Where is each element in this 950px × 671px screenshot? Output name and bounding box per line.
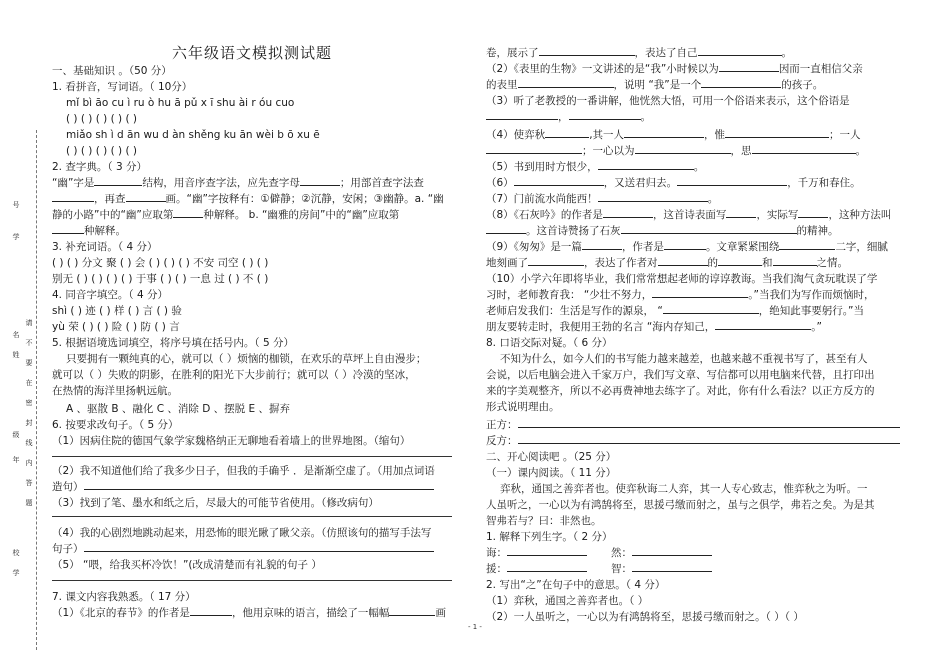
fill-text: 。” [811, 321, 822, 333]
sentence-item: （5） “喂，给我买杯冷饮！”(改成清楚而有礼貌的句子 ） [52, 559, 322, 571]
fill-text: 地刻画了 [486, 257, 528, 269]
binding-label: 学 [12, 569, 20, 577]
fill-item [486, 224, 839, 238]
answer-line[interactable] [52, 456, 452, 457]
question-label: 7. 课文内容我熟悉。（ 17 分） [52, 591, 196, 603]
answer-blank[interactable] [518, 434, 900, 444]
binding-label: 年 [12, 456, 20, 464]
fill-text: 。这首诗赞扬了石灰 [526, 225, 621, 237]
seal-line [36, 130, 37, 650]
answer-blank[interactable] [52, 192, 94, 202]
answer-blank[interactable] [658, 256, 708, 266]
answer-blank[interactable] [603, 208, 653, 218]
answer-blank[interactable] [621, 224, 797, 234]
answer-blank[interactable] [507, 546, 587, 556]
seal-notice-char: 内 [25, 459, 33, 467]
answer-blank[interactable] [726, 208, 756, 218]
fill-text: 卷，展示了 [486, 47, 539, 59]
seal-notice-char: 答 [25, 479, 33, 487]
answer-blank[interactable] [798, 208, 828, 218]
sentence-item: （2）我不知道他们给了我多少日子，但我的手确乎 ．是渐渐空虚了。（用加点词语 [52, 465, 435, 477]
fill-text: 二字，细腻 [835, 241, 888, 253]
answer-blank[interactable] [300, 176, 340, 186]
question-text [52, 208, 399, 222]
question-label: 2. 写出“之”在句子中的意思。（ 4 分） [486, 579, 666, 591]
option-list: A 、驱散 B 、融化 C 、消除 D 、摆脱 E 、摒弃 [66, 403, 290, 415]
fill-item: （7）门前流水尚能西！ 。 [486, 193, 719, 205]
answer-brackets[interactable]: ( ) ( ) ( ) ( ) ( ) [66, 145, 138, 157]
fill-text: 的 [707, 257, 718, 269]
q2-part: 画。“幽”字按释有：①僻静；②沉静，安闲；③幽静。a. “幽 [165, 193, 444, 205]
section-heading: 一、基础知识 。（50 分） [52, 65, 172, 77]
answer-blank[interactable] [752, 144, 856, 154]
fill-text: 。”当我们为写作而烦恼时， [748, 289, 875, 301]
question-label: 3. 补充词语。（ 4 分） [52, 241, 158, 253]
seal-notice-char: 密 [25, 399, 33, 407]
answer-blank[interactable] [190, 606, 232, 616]
answer-blank[interactable] [84, 480, 434, 490]
passage-line: 不知为什么，如今人们的书写能力越来越差，也越来越不重视书写了，甚至有人 [500, 353, 868, 365]
word-label: 然： [611, 547, 632, 559]
fill-text: （7）门前流水尚能西！ [486, 193, 598, 205]
definition-row [486, 562, 712, 576]
con-label: 反方： [486, 435, 518, 447]
answer-blank[interactable] [486, 144, 582, 154]
q2-part: ；用部首查字法查 [339, 177, 424, 189]
fill-text: （9）《匆匆》是一篇 [486, 241, 582, 253]
section-heading: 二、开心阅读吧 。（25 分） [486, 451, 617, 463]
answer-blank[interactable] [518, 78, 614, 88]
fill-item [486, 240, 888, 254]
seal-notice-char: 题 [25, 499, 33, 507]
idiom-row[interactable]: ( ) ( ) 分文 聚 ( ) 会 ( ) ( ) ( ) 不安 司空 ( ) ( ) [52, 257, 269, 269]
fill-item: （3）听了老教授的一番讲解，他恍然大悟，可用一个俗语来表示，这个俗语是 [486, 95, 850, 107]
fill-item: ， 。 [486, 110, 651, 124]
answer-blank[interactable] [779, 240, 835, 250]
fill-text: 因而一直相信父亲 [778, 63, 863, 75]
seal-notice-char: 要 [25, 359, 33, 367]
sentence-item: （4）我的心剧烈地跳动起来，用恐怖的眼光瞅了瞅父亲。（仿照该句的描写手法写 [52, 527, 432, 539]
q2-part: ，再查 [94, 193, 126, 205]
question-label: 4. 同音字填空。（ 4 分） [52, 289, 168, 301]
fill-item [486, 128, 861, 142]
fill-text: 之情。 [816, 257, 848, 269]
answer-blank[interactable] [539, 46, 635, 56]
answer-blank[interactable] [632, 546, 712, 556]
passage-line: 来的字美观整齐，所以不必再费神地去练字了。对此，你有什么看法？以正方反方的 [486, 385, 875, 397]
seal-notice-char: 线 [25, 439, 33, 447]
fill-text: 朋友要转走时，我便用王勃的名言 “海内存知己， [486, 321, 716, 333]
fill-text: ，他用京味的语言，描绘了一幅幅 [231, 607, 390, 619]
fill-text: ，作者是 [621, 241, 664, 253]
answer-blank[interactable] [719, 62, 779, 72]
binding-margin [0, 0, 46, 671]
fill-item [486, 320, 822, 334]
answer-blank[interactable] [635, 144, 731, 154]
answer-line[interactable] [52, 580, 452, 581]
answer-blank[interactable] [514, 176, 604, 186]
pinyin-row: miǎo sh ì d ān wu d àn shěng ku ān wèi b ō xu ē [66, 129, 320, 141]
fill-text: 画 [435, 607, 446, 619]
binding-label: 名 [12, 331, 20, 339]
seal-notice-char: 在 [25, 379, 33, 387]
binding-label: 级 [12, 431, 20, 439]
answer-blank[interactable] [652, 288, 748, 298]
answer-blank[interactable] [598, 160, 694, 170]
fill-item: ；一心以为 ，思 。 [486, 144, 866, 158]
passage-line: 就可以（ ）失败的阴影，在胜利的阳光下大步前行；就可以（ ）冷漠的坚冰， [52, 369, 416, 381]
sentence-item: （1）弈秋，通国之善弈者也。（ ） [486, 595, 649, 607]
fill-text: ，表达了作者对 [584, 257, 658, 269]
fill-item [486, 78, 823, 92]
word-label: 智： [611, 563, 632, 575]
answer-blank[interactable] [718, 256, 762, 266]
page-number: - 1 - [468, 623, 482, 631]
answer-blank[interactable] [518, 418, 900, 428]
answer-blank[interactable] [598, 192, 708, 202]
sentence-item: （3）找到了笔、墨水和纸之后，尽最大的可能节省使用。（修改病句） [52, 497, 379, 509]
answer-blank[interactable] [663, 304, 759, 314]
passage-line: 弈秋，通国之善弈者也。使弈秋诲二人弈，其一人专心致志，惟弈秋之为听。一 [500, 483, 868, 495]
fill-item [486, 176, 861, 190]
fill-text: ，绝知此事要躬行。”当 [758, 305, 864, 317]
word-label: 援： [486, 563, 507, 575]
sentence-item-cont: 造句） [52, 481, 84, 493]
seal-notice-char: 请 [25, 319, 33, 327]
q2-part: 种解释。 b. “幽雅的房间”中的“幽”应取第 [203, 209, 400, 221]
fill-text: （6） [486, 177, 514, 189]
answer-blank[interactable] [677, 176, 787, 186]
answer-blank[interactable] [173, 208, 203, 218]
con-answer [486, 434, 900, 448]
homophone-row[interactable]: yù 荣 ( ) ( ) 险 ( ) 防 ( ) 言 [52, 321, 180, 333]
answer-blank[interactable] [664, 240, 706, 250]
fill-text: ，惟 [704, 129, 726, 141]
homophone-row[interactable]: shì ( ) 迹 ( ) 样 ( ) 言 ( ) 验 [52, 305, 182, 317]
pro-answer [486, 418, 900, 432]
sentence-item [52, 542, 434, 556]
pinyin-row: mǐ bì āo cu ì ru ò hu ā pǔ x ī shu ài r óu cuo [66, 97, 295, 109]
fill-text: 。文章紧紧围绕 [705, 241, 780, 253]
answer-blank[interactable] [698, 46, 782, 56]
answer-blank[interactable] [486, 110, 558, 120]
question-text [52, 224, 126, 238]
passage-line: 在热情的海洋里扬帆远航。 [52, 385, 178, 397]
word-label: 诲： [486, 547, 507, 559]
passage-line: 智弗若与？曰：非然也。 [486, 515, 602, 527]
fill-text: ，说明 “我”是一个 [613, 79, 702, 91]
fill-text: ，表达了自己 [634, 47, 698, 59]
answer-blank[interactable] [52, 224, 84, 234]
passage-line: 形式说明理由。 [486, 401, 560, 413]
question-label: 2. 查字典。（ 3 分） [52, 161, 147, 173]
page-title: 六年级语文模拟测试题 [172, 44, 333, 62]
answer-blank[interactable] [126, 192, 166, 202]
fill-text: ,其一人 [589, 129, 625, 141]
answer-blank[interactable] [569, 110, 641, 120]
fill-item [486, 62, 863, 76]
answer-line[interactable] [52, 516, 452, 517]
fill-text: ，思 [730, 145, 752, 157]
q2-part: 静的小路”中的“幽”应取第 [52, 209, 174, 221]
binding-label: 校 [12, 549, 20, 557]
sentence-item: （2）一人虽听之，一心以为有鸿鹄将至，思援弓缴而射之。（ ）（ ） [486, 611, 804, 623]
fill-text: ；一心以为 [582, 145, 635, 157]
seal-notice-char: 不 [25, 339, 33, 347]
question-text [52, 176, 424, 190]
answer-blank[interactable] [725, 128, 829, 138]
answer-blank[interactable] [773, 256, 817, 266]
answer-blank[interactable] [632, 562, 712, 572]
idiom-row[interactable]: 别无 ( ) ( ) ( ) ( ) 于事 ( ) ( ) 一息 过 ( ) 不 ( ) [52, 273, 269, 285]
fill-text: ，千万和春住。 [787, 177, 861, 189]
fill-text: ；一人 [829, 129, 861, 141]
answer-blank[interactable] [715, 320, 811, 330]
fill-text: （4）使弈秋 [486, 129, 546, 141]
fill-item [486, 288, 874, 302]
sentence-item: （1）因病住院的德国气象学家魏格纳正无聊地看着墙上的世界地图。（缩句） [52, 435, 411, 447]
binding-label: 姓 [12, 351, 20, 359]
fill-text: 和 [762, 257, 773, 269]
answer-blank[interactable] [84, 542, 434, 552]
fill-text: 老师启发我们：生活是写作的源泉， “ [486, 305, 663, 317]
subsection-heading: （一）课内阅读。（ 11 分） [486, 467, 617, 479]
fill-item [52, 606, 446, 620]
fill-text: 的表里 [486, 79, 518, 91]
fill-item: （10）小学六年即将毕业，我们常常想起老师的谆谆教诲。当我们淘气贪玩耽误了学 [486, 273, 878, 285]
q2-part: 种解释。 [84, 225, 126, 237]
answer-blank[interactable] [624, 128, 704, 138]
definition-row [486, 546, 712, 560]
answer-blank[interactable] [582, 240, 622, 250]
answer-brackets[interactable]: ( ) ( ) ( ) ( ) ( ) [66, 113, 138, 125]
fill-text: ，又送君归去。 [603, 177, 678, 189]
fill-item [486, 304, 864, 318]
question-label: 5. 根据语境选词填空，将序号填在括号内。（ 5 分） [52, 337, 294, 349]
fill-text: （8）《石灰吟》的作者是 [486, 209, 603, 221]
fill-text: ，这首诗表面写 [652, 209, 727, 221]
fill-text: （5）书到用时方恨少， [486, 161, 598, 173]
passage-line: 只要拥有一颗纯真的心，就可以（ ）烦恼的枷锁，在欢乐的草坪上自由漫步； [66, 353, 427, 365]
pro-label: 正方： [486, 419, 518, 431]
fill-text: ，这种方法叫 [828, 209, 892, 221]
answer-blank[interactable] [486, 224, 526, 234]
fill-text: ，实际写 [756, 209, 799, 221]
question-label: 6. 按要求改句子。（ 5 分） [52, 419, 179, 431]
fill-item [486, 256, 848, 270]
passage-line: 人虽听之，一心以为有鸿鹄将至，思援弓缴而射之，虽与之俱学，弗若之矣。为是其 [486, 499, 875, 511]
answer-blank[interactable] [389, 606, 435, 616]
fill-item [486, 208, 891, 222]
answer-blank[interactable] [545, 128, 589, 138]
binding-label: 号 [12, 201, 20, 209]
fill-text: 习时，老师教育我： “少壮不努力， [486, 289, 653, 301]
q2-part: 结构，用音序查字法，应先查字母 [142, 177, 300, 189]
sentence-item [52, 480, 434, 494]
fill-text: 的精神。 [796, 225, 839, 237]
fill-text: 的孩子。 [781, 79, 824, 91]
binding-label: 学 [12, 233, 20, 241]
fill-text: （1）《北京的春节》的作者是 [52, 607, 190, 619]
question-label: 1. 看拼音，写词语。（ 10分） [52, 81, 193, 93]
fill-item: 卷，展示了 ，表达了自己 。 [486, 47, 792, 59]
passage-line: 会说，以后电脑会进入千家万户，我们写文章、写信都可以用电脑来代替，且打印出 [486, 369, 875, 381]
question-label: 8. 口语交际对疑。（ 6 分） [486, 337, 613, 349]
question-text [52, 192, 444, 206]
seal-notice-char: 封 [25, 419, 33, 427]
fill-text: （2）《表里的生物》一文讲述的是“我”小时候以为 [486, 63, 719, 75]
answer-blank[interactable] [701, 78, 781, 88]
answer-blank[interactable] [528, 256, 584, 266]
sentence-item-cont: 句子） [52, 543, 84, 555]
fill-item: （5）书到用时方恨少， 。 [486, 161, 705, 173]
question-label: 1. 解释下列生字。（ 2 分） [486, 531, 613, 543]
answer-blank[interactable] [507, 562, 587, 572]
q2-part: “幽”字是 [52, 177, 95, 189]
answer-blank[interactable] [94, 176, 142, 186]
